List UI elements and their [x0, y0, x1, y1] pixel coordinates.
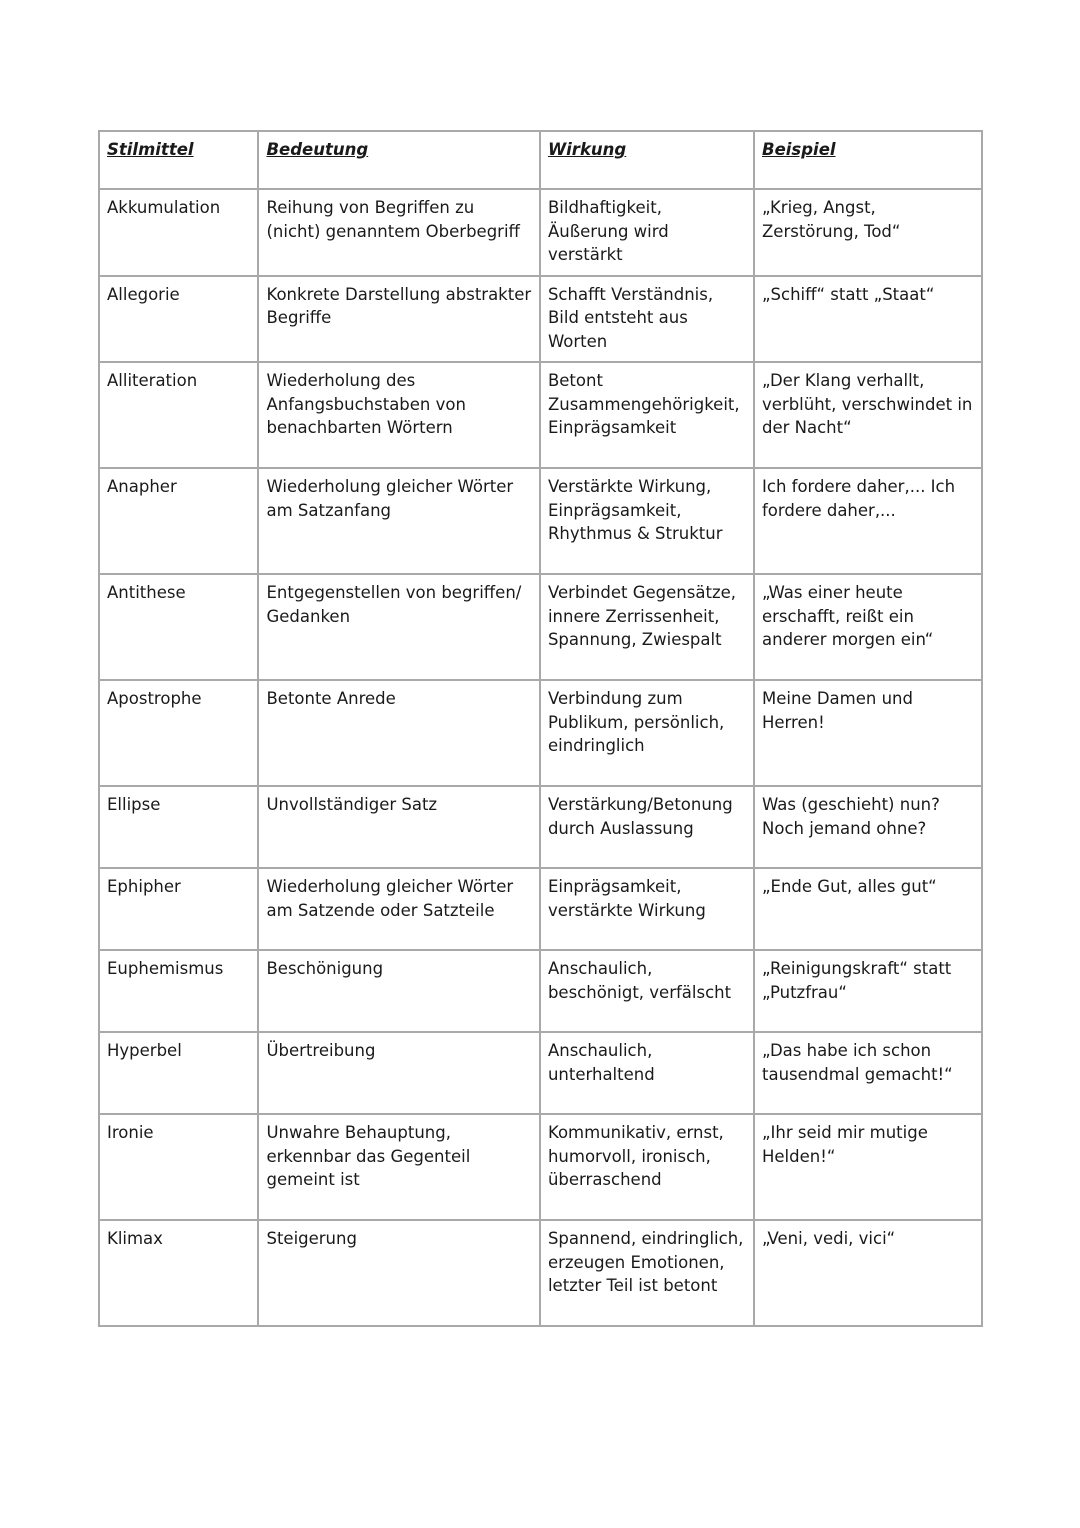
table-row: [99, 680, 982, 786]
term-cell: Akkumulation: [99, 189, 258, 276]
term-cell: Anapher: [99, 468, 258, 574]
table-row: [99, 1032, 982, 1114]
term-cell: Ephipher: [99, 868, 258, 950]
beispiel-cell: „Reinigungskraft“ statt „Putzfrau“: [754, 950, 982, 1032]
bedeutung-cell: Beschönigung: [258, 950, 539, 1032]
table-row: [99, 786, 982, 868]
bedeutung-cell: Unwahre Behauptung, erkennbar das Gegenteil gemeint ist: [258, 1114, 539, 1220]
wirkung-cell: Anschaulich, beschönigt, verfälscht: [540, 950, 754, 1032]
beispiel-cell: „Schiff“ statt „Staat“: [754, 276, 982, 363]
term-cell: Allegorie: [99, 276, 258, 363]
table-row: [99, 468, 982, 574]
term-cell: Alliteration: [99, 362, 258, 468]
header-beispiel: Beispiel: [754, 131, 982, 189]
header-wirkung: Wirkung: [540, 131, 754, 189]
header-bedeutung: Bedeutung: [258, 131, 539, 189]
table-row: [99, 574, 982, 680]
bedeutung-cell: Entgegenstellen von begriffen/ Gedanken: [258, 574, 539, 680]
term-cell: Euphemismus: [99, 950, 258, 1032]
beispiel-cell: „Ihr seid mir mutige Helden!“: [754, 1114, 982, 1220]
wirkung-cell: Kommunikativ, ernst, humorvoll, ironisch, überraschend: [540, 1114, 754, 1220]
header-stilmittel: Stilmittel: [99, 131, 258, 189]
beispiel-cell: „Krieg, Angst, Zerstörung, Tod“: [754, 189, 982, 276]
wirkung-cell: Bildhaftigkeit, Äußerung wird verstärkt: [540, 189, 754, 276]
beispiel-cell: Meine Damen und Herren!: [754, 680, 982, 786]
beispiel-cell: Ich fordere daher,... Ich fordere daher,...: [754, 468, 982, 574]
wirkung-cell: Schafft Verständnis, Bild entsteht aus Worten: [540, 276, 754, 363]
bedeutung-cell: Konkrete Darstellung abstrakter Begriffe: [258, 276, 539, 363]
bedeutung-cell: Unvollständiger Satz: [258, 786, 539, 868]
beispiel-cell: „Was einer heute erschafft, reißt ein anderer morgen ein“: [754, 574, 982, 680]
term-cell: Hyperbel: [99, 1032, 258, 1114]
wirkung-cell: Anschaulich, unterhaltend: [540, 1032, 754, 1114]
wirkung-cell: Einprägsamkeit, verstärkte Wirkung: [540, 868, 754, 950]
term-cell: Apostrophe: [99, 680, 258, 786]
wirkung-cell: Verbindung zum Publikum, persönlich, eindringlich: [540, 680, 754, 786]
bedeutung-cell: Wiederholung gleicher Wörter am Satzanfang: [258, 468, 539, 574]
header-row: [99, 131, 982, 189]
table-row: [99, 868, 982, 950]
table-row: [99, 1220, 982, 1326]
table-row: [99, 276, 982, 363]
bedeutung-cell: Betonte Anrede: [258, 680, 539, 786]
beispiel-cell: „Ende Gut, alles gut“: [754, 868, 982, 950]
beispiel-cell: „Das habe ich schon tausendmal gemacht!“: [754, 1032, 982, 1114]
term-cell: Antithese: [99, 574, 258, 680]
wirkung-cell: Verbindet Gegensätze, innere Zerrissenheit, Spannung, Zwiespalt: [540, 574, 754, 680]
bedeutung-cell: Wiederholung des Anfangsbuchstaben von benachbarten Wörtern: [258, 362, 539, 468]
term-cell: Ironie: [99, 1114, 258, 1220]
stilmittel-table: [98, 130, 983, 1327]
wirkung-cell: Verstärkung/Betonung durch Auslassung: [540, 786, 754, 868]
beispiel-cell: Was (geschieht) nun? Noch jemand ohne?: [754, 786, 982, 868]
table-row: [99, 950, 982, 1032]
table-row: [99, 362, 982, 468]
bedeutung-cell: Steigerung: [258, 1220, 539, 1326]
beispiel-cell: „Der Klang verhallt, verblüht, verschwindet in der Nacht“: [754, 362, 982, 468]
term-cell: Klimax: [99, 1220, 258, 1326]
wirkung-cell: Verstärkte Wirkung, Einprägsamkeit, Rhythmus & Struktur: [540, 468, 754, 574]
bedeutung-cell: Reihung von Begriffen zu (nicht) genanntem Oberbegriff: [258, 189, 539, 276]
table-row: [99, 1114, 982, 1220]
wirkung-cell: Spannend, eindringlich, erzeugen Emotionen, letzter Teil ist betont: [540, 1220, 754, 1326]
document-page: [98, 130, 983, 1327]
table-row: [99, 189, 982, 276]
beispiel-cell: „Veni, vedi, vici“: [754, 1220, 982, 1326]
term-cell: Ellipse: [99, 786, 258, 868]
bedeutung-cell: Übertreibung: [258, 1032, 539, 1114]
wirkung-cell: Betont Zusammengehörigkeit, Einprägsamkeit: [540, 362, 754, 468]
bedeutung-cell: Wiederholung gleicher Wörter am Satzende oder Satzteile: [258, 868, 539, 950]
